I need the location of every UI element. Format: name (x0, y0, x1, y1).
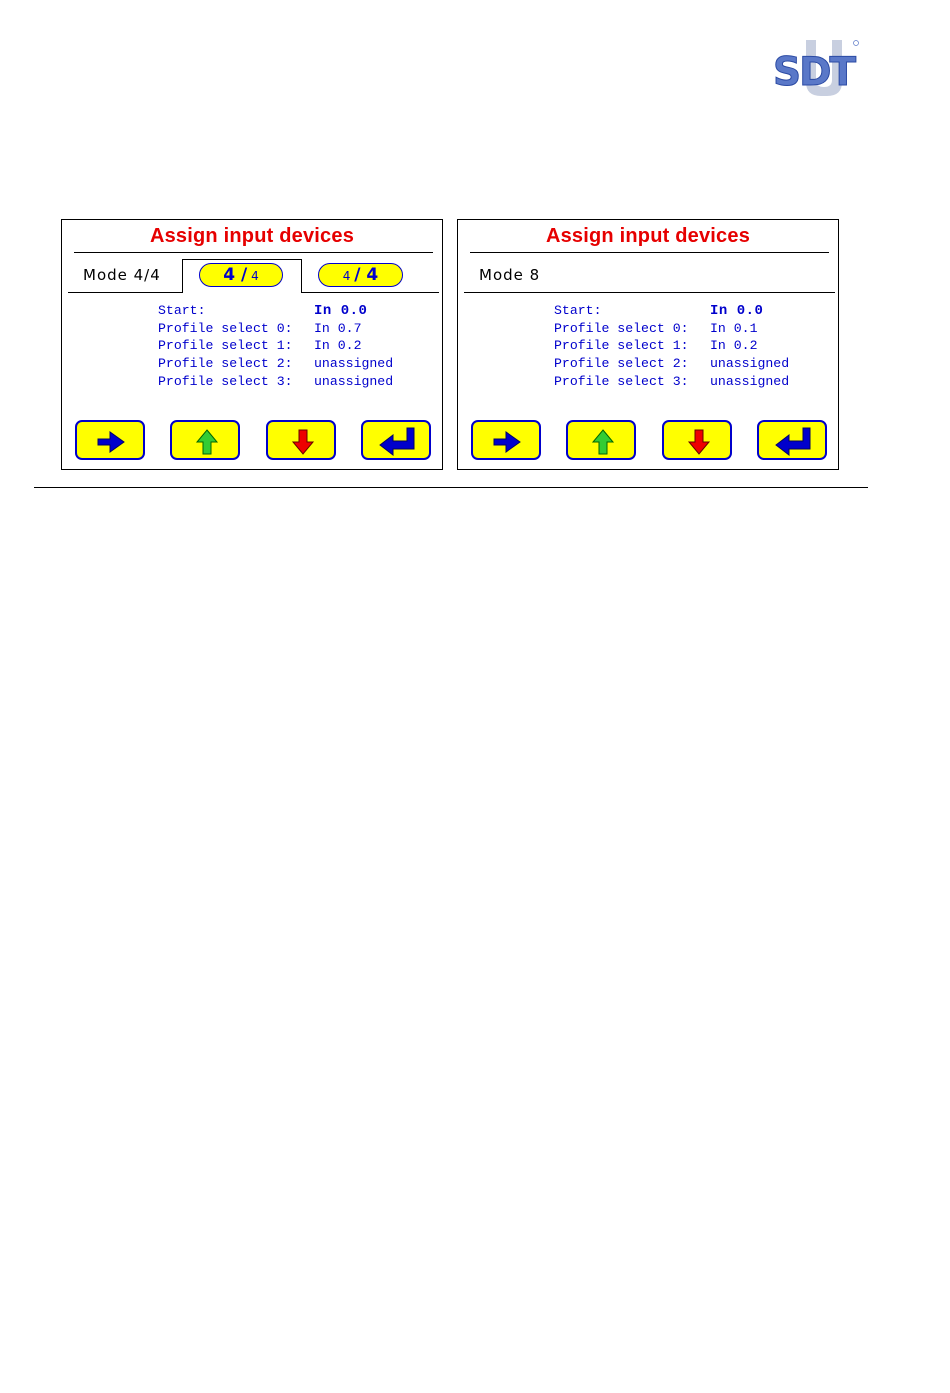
mode-label: Mode 4/4 (83, 266, 161, 284)
page-divider (34, 487, 868, 488)
next-button[interactable] (75, 420, 145, 460)
title-divider (470, 252, 829, 253)
arrow-down-icon (664, 422, 734, 462)
arrow-right-icon (473, 422, 543, 462)
mode-label: Mode 8 (479, 266, 541, 284)
arrow-right-icon (77, 422, 147, 462)
panel-title: Assign input devices (545, 225, 751, 247)
panel-title: Assign input devices (149, 225, 355, 247)
up-button[interactable] (566, 420, 636, 460)
tab-input-group-second[interactable]: 4 / 4 (318, 263, 403, 287)
down-button[interactable] (266, 420, 336, 460)
sdt-logo (770, 38, 865, 100)
title-divider (74, 252, 433, 253)
tab-input-group-first[interactable]: 4 / 4 (199, 263, 283, 287)
assign-input-panel-mode-4-4: Assign input devices Mode 4/4 4 / 4 4 / 4 Start: In 0.0 Profile select 0: In 0.7 Profile select 1: In 0.2 Profile select 2: unassigned Profile select 3: unassigned (61, 219, 443, 470)
tab-divider (464, 292, 835, 293)
arrow-up-icon (172, 422, 242, 462)
enter-icon (363, 422, 433, 462)
arrow-down-icon (268, 422, 338, 462)
enter-button[interactable] (361, 420, 431, 460)
up-button[interactable] (170, 420, 240, 460)
enter-button[interactable] (757, 420, 827, 460)
svg-text:SDT: SDT (773, 50, 855, 95)
down-button[interactable] (662, 420, 732, 460)
next-button[interactable] (471, 420, 541, 460)
enter-icon (759, 422, 829, 462)
assign-input-panel-mode-8: Assign input devices Mode 8 Start: In 0.0 Profile select 0: In 0.1 Profile select 1: In 0.2 Profile select 2: unassigned Profile select 3: unassigned (457, 219, 839, 470)
arrow-up-icon (568, 422, 638, 462)
